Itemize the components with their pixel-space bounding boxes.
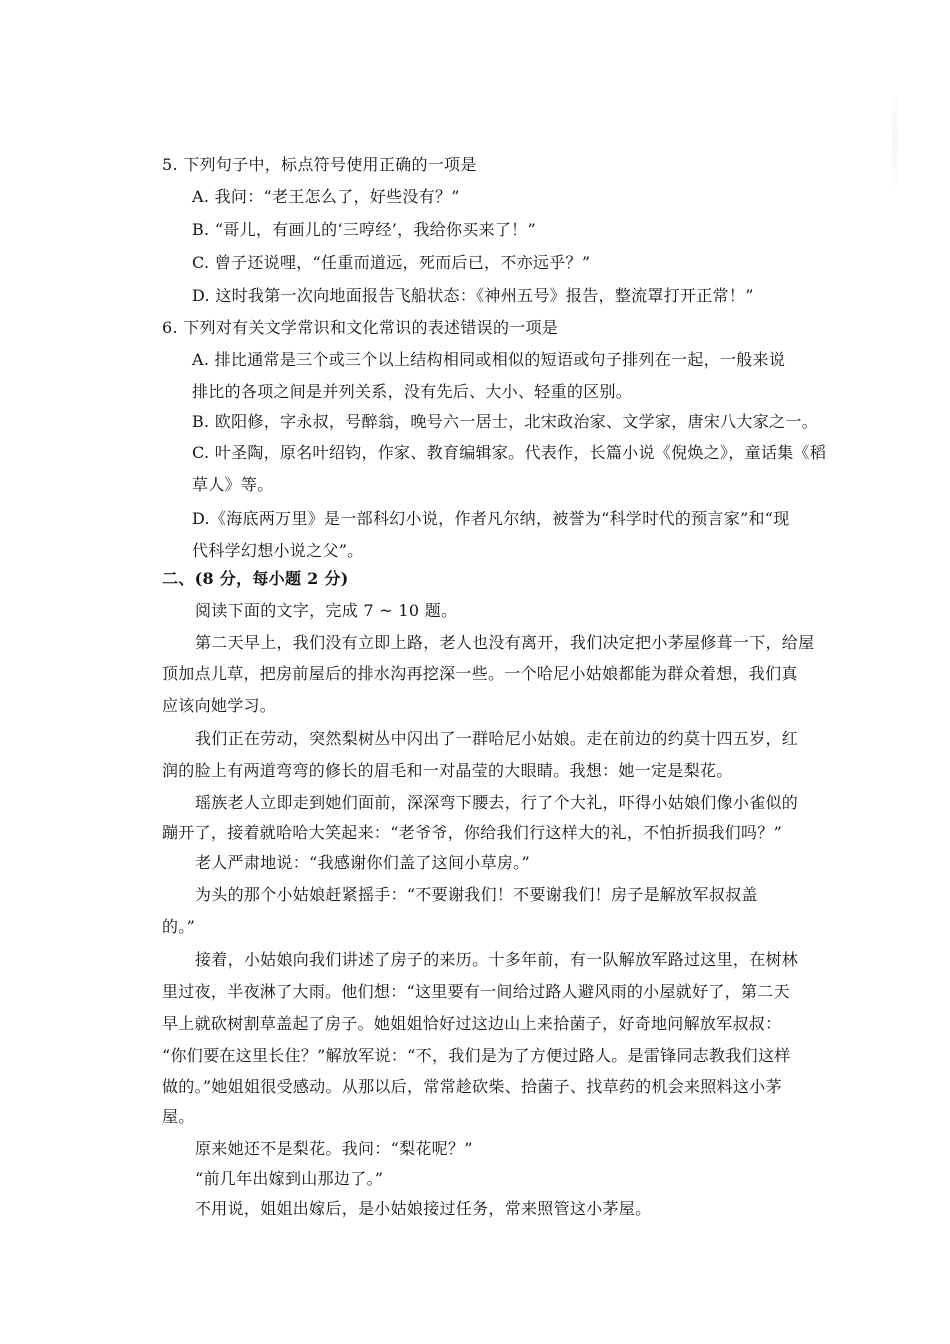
passage-line: 润的脸上有两道弯弯的修长的眉毛和一对晶莹的大眼睛。我想：她一定是梨花。 (162, 761, 733, 780)
passage-line: “前几年出嫁到山那边了。” (195, 1169, 384, 1188)
question-5-option-b: B. “哥儿，有画儿的‘三哼经’，我给你买来了！” (192, 220, 536, 239)
question-5-option-d: D. 这时我第一次向地面报告飞船状态：《神州五号》报告，整流罩打开正常！” (192, 286, 754, 305)
passage-line: 原来她还不是梨花。我问：“梨花呢？” (195, 1139, 473, 1158)
passage-line: 瑶族老人立即走到她们面前，深深弯下腰去，行了个大礼，吓得小姑娘们像小雀似的 (195, 793, 799, 812)
section-2-instruction: 阅读下面的文字，完成 7 ~ 10 题。 (195, 601, 458, 620)
scan-artifact (892, 96, 898, 186)
passage-line: 的。” (162, 917, 196, 936)
passage-line: “你们要在这里长住？”解放军说：“不，我们是为了方便过路人。是雷锋同志教我们这样 (162, 1046, 791, 1065)
question-6-option-b: B. 欧阳修，字永叔，号醉翁，晚号六一居士，北宋政治家、文学家，唐宋八大家之一。 (192, 412, 818, 431)
passage-line: 老人严肃地说：“我感谢你们盖了这间小草房。” (195, 853, 530, 872)
passage-line: 应该向她学习。 (162, 696, 277, 715)
question-6-option-d-cont: 代科学幻想小说之父”。 (192, 541, 364, 560)
question-5-option-a: A. 我问：“老王怎么了，好些没有？” (192, 187, 460, 206)
passage-line: 早上就砍树割草盖起了房子。她姐姐恰好过这边山上来拾菌子，好奇地问解放军叔叔： (162, 1014, 782, 1033)
question-5-stem: 5. 下列句子中，标点符号使用正确的一项是 (162, 155, 477, 174)
passage-line: 接着，小姑娘向我们讲述了房子的来历。十多年前，有一队解放军路过这里，在树林 (195, 950, 799, 969)
question-6-option-a-cont: 排比的各项之间是并列关系，没有先后、大小、轻重的区别。 (192, 382, 633, 401)
passage-line: 里过夜，半夜淋了大雨。他们想：“这里要有一间给过路人避风雨的小屋就好了，第二天 (162, 982, 790, 1001)
question-5-option-c: C. 曾子还说哩，“任重而道远，死而后已，不亦远乎？” (192, 253, 591, 272)
question-6-stem: 6. 下列对有关文学常识和文化常识的表述错误的一项是 (162, 318, 559, 337)
passage-line: 第二天早上，我们没有立即上路，老人也没有离开，我们决定把小茅屋修葺一下，给屋 (195, 633, 815, 652)
question-6-option-c: C. 叶圣陶，原名叶绍钧，作家、教育编辑家。代表作，长篇小说《倪焕之》，童话集《稻 (192, 443, 827, 462)
question-6-option-d: D.《海底两万里》是一部科幻小说，作者凡尔纳，被誉为“科学时代的预言家”和“现 (192, 509, 790, 528)
passage-line: 做的。”她姐姐很受感动。从那以后，常常趁砍柴、拾菌子、找草药的机会来照料这小茅 (162, 1077, 782, 1096)
passage-line: 我们正在劳动，突然梨树丛中闪出了一群哈尼小姑娘。走在前边的约莫十四五岁，红 (195, 729, 799, 748)
passage-line: 为头的那个小姑娘赶紧摇手：“不要谢我们！不要谢我们！房子是解放军叔叔盖 (195, 885, 758, 904)
passage-line: 不用说，姐姐出嫁后，是小姑娘接过任务，常来照管这小茅屋。 (195, 1199, 652, 1218)
question-6-option-c-cont: 草人》等。 (192, 475, 274, 494)
passage-line: 屋。 (162, 1107, 195, 1126)
question-6-option-a: A. 排比通常是三个或三个以上结构相同或相似的短语或句子排列在一起，一般来说 (192, 350, 786, 369)
passage-line: 蹦开了，接着就哈哈大笑起来：“老爷爷，你给我们行这样大的礼，不怕折损我们吗？” (162, 823, 783, 842)
passage-line: 顶加点儿草，把房前屋后的排水沟再挖深一些。一个哈尼小姑娘都能为群众着想，我们真 (162, 664, 798, 683)
section-2-heading: 二、(8 分，每小题 2 分) (162, 569, 349, 588)
